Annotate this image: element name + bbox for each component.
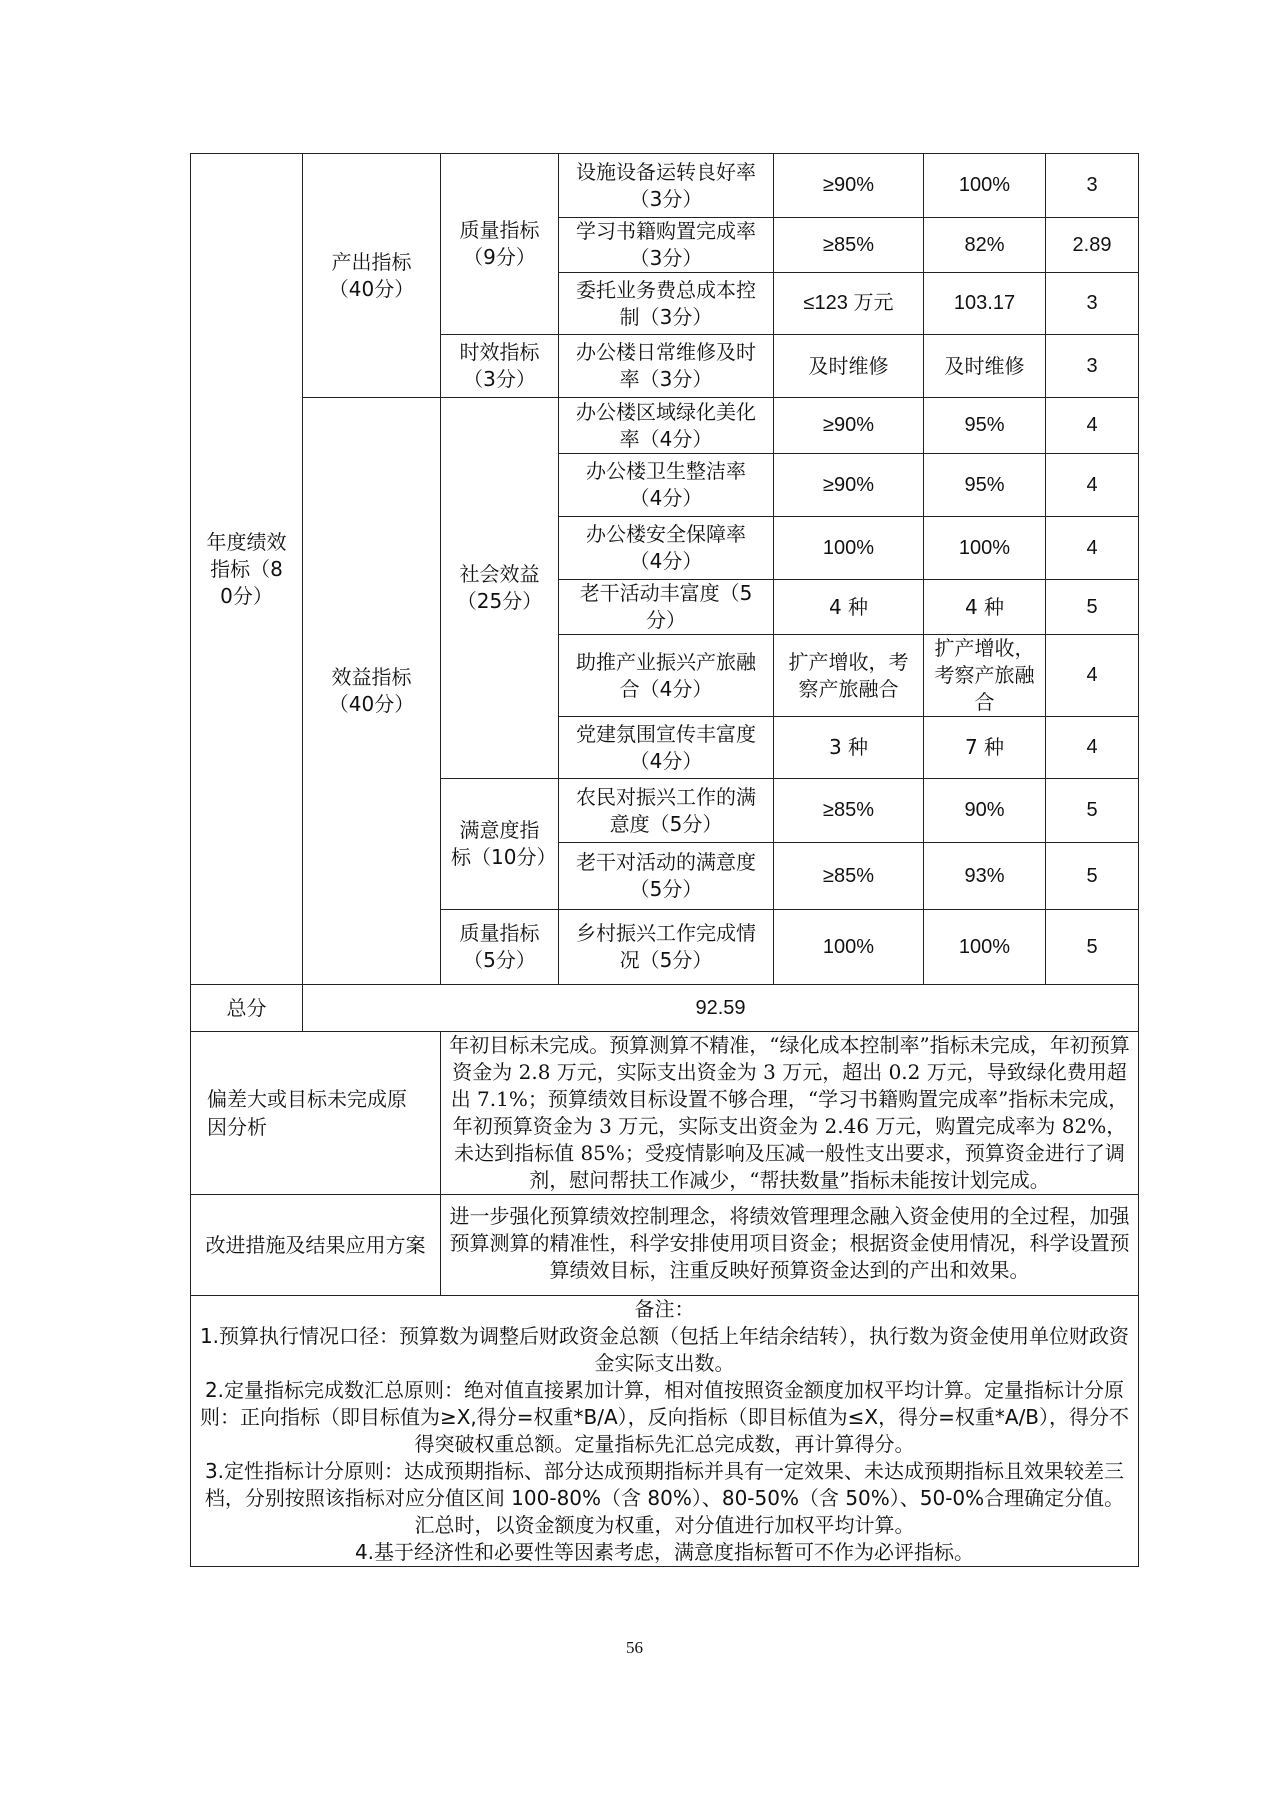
- table-row: [191, 398, 1139, 454]
- indicator-name: 老干对活动的满意度（5分）: [559, 843, 774, 910]
- indicator-name: 学习书籍购置完成率（3分）: [559, 218, 774, 273]
- actual-value: 及时维修: [924, 335, 1046, 398]
- score-value: 4: [1046, 717, 1139, 779]
- note-item: 1.预算执行情况口径：预算数为调整后财政资金总额（包括上年结余结转），执行数为资金使用单位财政资金实际支出数。: [199, 1324, 1130, 1375]
- actual-value: 103.17: [924, 273, 1046, 335]
- target-value: ≥85%: [774, 779, 924, 843]
- indicator-name: 办公楼卫生整洁率（4分）: [559, 454, 774, 517]
- score-value: 5: [1046, 843, 1139, 910]
- target-value: ≥85%: [774, 843, 924, 910]
- score-value: 4: [1046, 454, 1139, 517]
- improvement-text: 进一步强化预算绩效控制理念，将绩效管理理念融入资金使用的全过程，加强预算测算的精准性，科学安排使用项目资金；根据资金使用情况，科学设置预算绩效目标，注重反映好预算资金达到的产出和效果。: [441, 1195, 1139, 1296]
- deviation-row: [191, 1032, 1139, 1195]
- indicator-name: 办公楼日常维修及时率（3分）: [559, 335, 774, 398]
- level3-label: 满意度指标（10分）: [441, 779, 559, 910]
- actual-value: 100%: [924, 910, 1046, 985]
- indicator-name: 党建氛围宣传丰富度（4分）: [559, 717, 774, 779]
- note-item: 3.定性指标计分原则：达成预期指标、部分达成预期指标并具有一定效果、未达成预期指标且效果较差三档，分别按照该指标对应分值区间 100-80%（含 80%）、80-50%（含 50%）、50-0%合理确定分值。汇总时，以资金额度为权重，对分值进行加权平均计算。: [204, 1459, 1125, 1537]
- indicator-name: 老干活动丰富度（5分）: [559, 580, 774, 635]
- improvement-row: [191, 1195, 1139, 1296]
- level1-label: 年度绩效指标（80分）: [191, 154, 303, 985]
- indicator-name: 办公楼区域绿化美化率（4分）: [559, 398, 774, 454]
- indicator-name: 助推产业振兴产旅融合（4分）: [559, 635, 774, 717]
- target-value: 及时维修: [774, 335, 924, 398]
- actual-value: 95%: [924, 398, 1046, 454]
- note-item: 2.定量指标完成数汇总原则：绝对值直接累加计算，相对值按照资金额度加权平均计算。定量指标计分原则：正向指标（即目标值为≥X,得分=权重*B/A），反向指标（即目标值为≤X，得分=权重*A/B），得分不得突破权重总额。定量指标先汇总完成数，再计算得分。: [199, 1378, 1130, 1456]
- target-value: ≥90%: [774, 454, 924, 517]
- actual-value: 95%: [924, 454, 1046, 517]
- target-value: ≥90%: [774, 398, 924, 454]
- total-label: 总分: [191, 985, 303, 1032]
- indicator-name: 委托业务费总成本控制（3分）: [559, 273, 774, 335]
- level3-label: 社会效益（25分）: [441, 398, 559, 779]
- score-value: 3: [1046, 335, 1139, 398]
- notes-row: [191, 1296, 1139, 1567]
- level3-label: 时效指标（3分）: [441, 335, 559, 398]
- level2-label: 效益指标（40分）: [303, 398, 441, 985]
- improvement-label: 改进措施及结果应用方案: [191, 1195, 441, 1296]
- deviation-text: 年初目标未完成。预算测算不精准，“绿化成本控制率”指标未完成，年初预算资金为 2.8 万元，实际支出资金为 3 万元，超出 0.2 万元，导致绿化费用超出 7.1%；预算绩效目标设置不够合理，“学习书籍购置完成率”指标未完成，年初预算资金为 3 万元，实际支出资金为 2.46 万元，购置完成率为 82%，未达到指标值 85%；受疫情影响及压减一般性支出要求，预算资金进行了调剂，慰问帮扶工作减少，“帮扶数量”指标未能按计划完成。: [441, 1032, 1139, 1195]
- score-value: 2.89: [1046, 218, 1139, 273]
- score-value: 4: [1046, 635, 1139, 717]
- total-value: 92.59: [303, 985, 1139, 1032]
- level3-label: 质量指标（9分）: [441, 154, 559, 335]
- total-row: [191, 985, 1139, 1032]
- level2-label: 产出指标（40分）: [303, 154, 441, 398]
- actual-value: 93%: [924, 843, 1046, 910]
- note-item: 4.基于经济性和必要性等因素考虑，满意度指标暂可不作为必评指标。: [354, 1540, 975, 1564]
- indicator-name: 农民对振兴工作的满意度（5分）: [559, 779, 774, 843]
- score-value: 5: [1046, 779, 1139, 843]
- target-value: 4 种: [774, 580, 924, 635]
- actual-value: 100%: [924, 517, 1046, 580]
- page-number: 56: [626, 1638, 643, 1657]
- deviation-label: 偏差大或目标未完成原因分析: [191, 1032, 441, 1195]
- indicator-name: 办公楼安全保障率（4分）: [559, 517, 774, 580]
- score-value: 4: [1046, 398, 1139, 454]
- target-value: ≥90%: [774, 154, 924, 218]
- actual-value: 90%: [924, 779, 1046, 843]
- score-value: 4: [1046, 517, 1139, 580]
- score-value: 3: [1046, 154, 1139, 218]
- target-value: 扩产增收，考察产旅融合: [774, 635, 924, 717]
- target-value: 100%: [774, 517, 924, 580]
- actual-value: 82%: [924, 218, 1046, 273]
- score-value: 5: [1046, 580, 1139, 635]
- notes-title: 备注：: [634, 1297, 695, 1321]
- target-value: ≥85%: [774, 218, 924, 273]
- indicator-name: 设施设备运转良好率（3分）: [559, 154, 774, 218]
- actual-value: 7 种: [924, 717, 1046, 779]
- level3-label: 质量指标（5分）: [441, 910, 559, 985]
- target-value: 3 种: [774, 717, 924, 779]
- table-row: [191, 154, 1139, 218]
- target-value: 100%: [774, 910, 924, 985]
- performance-table: [190, 153, 1139, 1567]
- target-value: ≤123 万元: [774, 273, 924, 335]
- actual-value: 4 种: [924, 580, 1046, 635]
- score-value: 3: [1046, 273, 1139, 335]
- actual-value: 100%: [924, 154, 1046, 218]
- indicator-name: 乡村振兴工作完成情况（5分）: [559, 910, 774, 985]
- notes: [191, 1296, 1139, 1567]
- score-value: 5: [1046, 910, 1139, 985]
- actual-value: 扩产增收，考察产旅融合: [924, 635, 1046, 717]
